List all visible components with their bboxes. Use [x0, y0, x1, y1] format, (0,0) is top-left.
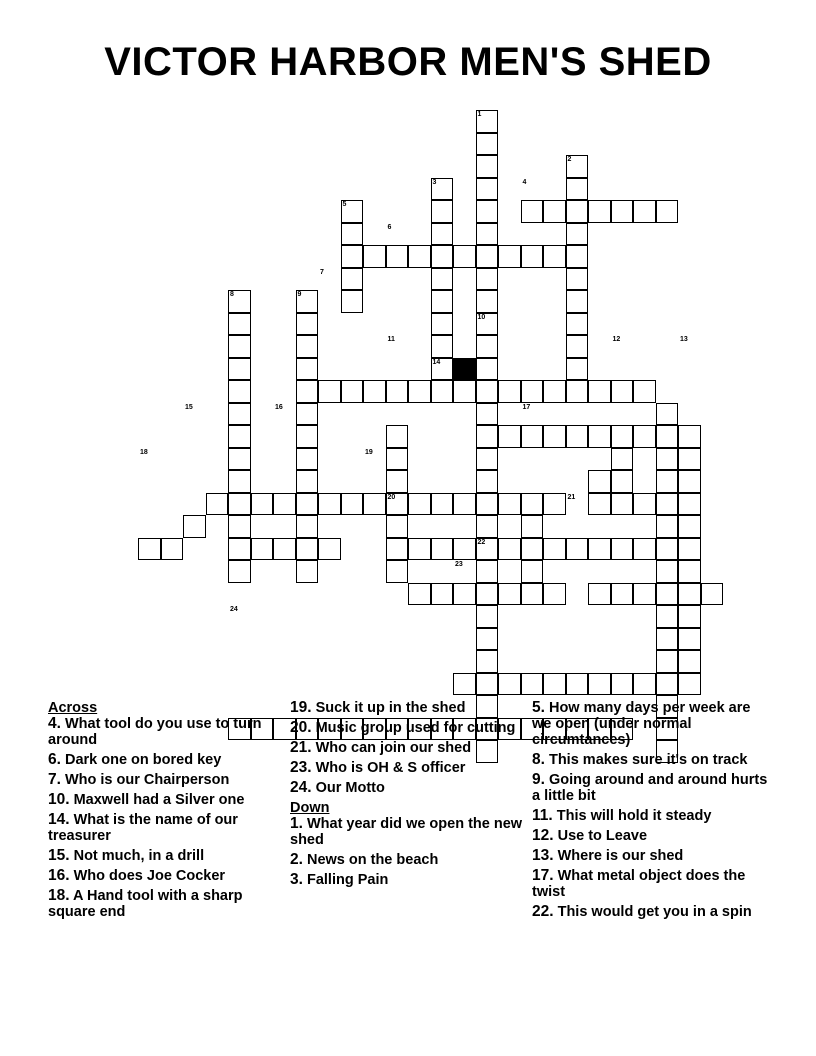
grid-cell[interactable] — [296, 403, 319, 426]
across-clue — [48, 792, 284, 808]
grid-cell[interactable] — [161, 538, 184, 561]
grid-cell[interactable] — [588, 470, 611, 493]
grid-cell[interactable] — [386, 560, 409, 583]
grid-cell[interactable] — [408, 538, 431, 561]
down-heading: Down — [290, 800, 330, 816]
grid-cell[interactable] — [251, 538, 274, 561]
grid-cell[interactable] — [678, 515, 701, 538]
grid-cell[interactable] — [566, 673, 589, 696]
clue-text: Falling Pain — [302, 872, 389, 888]
grid-cell[interactable] — [386, 448, 409, 471]
grid-cell[interactable] — [521, 515, 544, 538]
grid-cell[interactable] — [656, 448, 679, 471]
grid-cell[interactable] — [656, 673, 679, 696]
grid-cell[interactable] — [656, 470, 679, 493]
grid-cell[interactable] — [678, 448, 701, 471]
grid-cell[interactable] — [296, 493, 319, 516]
grid-cell[interactable] — [296, 515, 319, 538]
grid-cell[interactable] — [453, 673, 476, 696]
grid-cell[interactable] — [633, 200, 656, 223]
grid-cell[interactable] — [543, 673, 566, 696]
grid-cell[interactable] — [566, 223, 589, 246]
clue-text: Use to Leave — [553, 828, 648, 844]
grid-cell[interactable] — [476, 650, 499, 673]
grid-cell[interactable] — [386, 538, 409, 561]
grid-cell[interactable] — [431, 313, 454, 336]
grid-cell[interactable] — [341, 380, 364, 403]
clue-number: 7. — [48, 771, 61, 788]
grid-cell[interactable] — [386, 245, 409, 268]
grid-cell[interactable] — [318, 493, 341, 516]
clue-number: 18. — [48, 887, 70, 904]
grid-cell[interactable] — [498, 425, 521, 448]
grid-cell[interactable] — [656, 515, 679, 538]
clue-text: What is the name of our treasurer — [48, 812, 238, 844]
grid-cell[interactable] — [431, 380, 454, 403]
grid-cell[interactable] — [543, 380, 566, 403]
grid-cell[interactable] — [476, 425, 499, 448]
grid-cell[interactable] — [611, 425, 634, 448]
down-clue — [532, 752, 768, 768]
grid-cell[interactable] — [678, 470, 701, 493]
grid-cell[interactable] — [521, 560, 544, 583]
across-clue — [48, 772, 284, 788]
grid-cell[interactable] — [408, 493, 431, 516]
clue-text: Suck it up in the shed — [311, 700, 466, 716]
grid-cell[interactable] — [228, 313, 251, 336]
grid-cell[interactable] — [611, 470, 634, 493]
grid-cell[interactable] — [543, 493, 566, 516]
grid-cell[interactable] — [611, 493, 634, 516]
cell-number: 24 — [230, 606, 238, 613]
clue-number: 10. — [48, 791, 70, 808]
clue-number: 5. — [532, 699, 545, 716]
clue-text: Dark one on bored key — [60, 752, 222, 768]
grid-cell[interactable] — [476, 335, 499, 358]
grid-cell[interactable] — [566, 200, 589, 223]
grid-cell[interactable] — [341, 245, 364, 268]
grid-cell[interactable] — [656, 583, 679, 606]
grid-cell[interactable] — [588, 425, 611, 448]
clue-text: A Hand tool with a sharp square end — [48, 888, 243, 920]
across-clue — [48, 868, 284, 884]
clue-text: News on the beach — [302, 852, 439, 868]
cell-number: 18 — [140, 448, 148, 456]
grid-cell[interactable] — [341, 290, 364, 313]
grid-cell[interactable] — [453, 538, 476, 561]
puzzle-title: VICTOR HARBOR MEN'S SHED — [104, 40, 712, 84]
grid-cell[interactable] — [476, 583, 499, 606]
grid-cell[interactable] — [656, 493, 679, 516]
grid-cell[interactable] — [431, 245, 454, 268]
grid-cell[interactable] — [678, 560, 701, 583]
cell-number: 5 — [342, 201, 347, 208]
grid-cell[interactable] — [408, 583, 431, 606]
grid-cell[interactable] — [251, 493, 274, 516]
cell-number: 15 — [185, 403, 193, 411]
grid-cell[interactable] — [363, 493, 386, 516]
grid-cell[interactable] — [431, 268, 454, 291]
grid-cell[interactable] — [656, 560, 679, 583]
grid-cell[interactable] — [521, 380, 544, 403]
grid-cell[interactable] — [341, 493, 364, 516]
clue-text: Going around and around hurts a little bit — [532, 772, 768, 804]
grid-cell[interactable] — [363, 380, 386, 403]
clues-column-3 — [532, 700, 768, 924]
grid-cell[interactable] — [431, 200, 454, 223]
grid-cell[interactable] — [386, 515, 409, 538]
clues-column-1 — [48, 700, 284, 924]
grid-cell[interactable] — [633, 673, 656, 696]
across-clue — [48, 716, 284, 748]
grid-cell[interactable] — [431, 493, 454, 516]
across-clue — [290, 720, 526, 736]
grid-cell[interactable] — [408, 245, 431, 268]
grid-cell[interactable] — [543, 425, 566, 448]
clue-text: What year did we open the new shed — [290, 816, 523, 848]
grid-cell[interactable] — [611, 200, 634, 223]
grid-cell[interactable] — [521, 583, 544, 606]
grid-cell[interactable] — [566, 425, 589, 448]
clue-text: Where is our shed — [553, 848, 684, 864]
grid-cell[interactable] — [296, 358, 319, 381]
grid-cell[interactable] — [611, 448, 634, 471]
clue-number: 17. — [532, 867, 554, 884]
grid-cell[interactable] — [678, 605, 701, 628]
grid-cell[interactable] — [431, 583, 454, 606]
grid-cell[interactable] — [611, 380, 634, 403]
clue-number: 4. — [48, 715, 61, 732]
grid-cell[interactable] — [588, 538, 611, 561]
clue-number: 9. — [532, 771, 545, 788]
grid-cell[interactable] — [183, 515, 206, 538]
grid-cell[interactable] — [633, 380, 656, 403]
grid-cell[interactable] — [566, 178, 589, 201]
cell-number: 10 — [477, 313, 486, 321]
grid-cell[interactable] — [228, 335, 251, 358]
grid-cell[interactable] — [273, 538, 296, 561]
grid-cell[interactable] — [273, 493, 296, 516]
grid-cell[interactable] — [678, 583, 701, 606]
clue-text: This makes sure it's on track — [544, 752, 748, 768]
down-clue — [532, 828, 768, 844]
grid-cell[interactable] — [678, 673, 701, 696]
clue-text: How many days per week are we open (under normal circumtances) — [532, 700, 751, 748]
grid-cell[interactable] — [678, 650, 701, 673]
grid-cell[interactable] — [543, 245, 566, 268]
grid-cell[interactable] — [228, 380, 251, 403]
down-clue — [532, 868, 768, 900]
grid-cell[interactable] — [566, 380, 589, 403]
grid-cell[interactable] — [476, 133, 499, 156]
grid-cell[interactable] — [678, 493, 701, 516]
across-clue — [48, 752, 284, 768]
grid-cell[interactable] — [588, 380, 611, 403]
grid-cell[interactable] — [566, 335, 589, 358]
cell-number: 17 — [522, 403, 531, 411]
down-clue — [532, 808, 768, 824]
grid-cell[interactable] — [296, 425, 319, 448]
clue-number: 15. — [48, 847, 70, 864]
grid-cell[interactable] — [656, 403, 679, 426]
grid-cell[interactable] — [476, 403, 499, 426]
grid-cell[interactable] — [228, 358, 251, 381]
grid-cell[interactable] — [498, 380, 521, 403]
grid-cell[interactable] — [296, 470, 319, 493]
grid-cell[interactable] — [566, 538, 589, 561]
cell-number: 6 — [387, 223, 392, 231]
clue-number: 21. — [290, 739, 312, 756]
grid-cell[interactable] — [633, 425, 656, 448]
grid-cell[interactable] — [476, 628, 499, 651]
clue-number: 8. — [532, 751, 545, 768]
clue-number: 22. — [532, 903, 554, 920]
grid-cell[interactable] — [431, 538, 454, 561]
down-clue — [532, 700, 768, 748]
grid-cell[interactable] — [476, 493, 499, 516]
grid-cell[interactable] — [498, 583, 521, 606]
grid-cell[interactable] — [363, 245, 386, 268]
grid-cell[interactable] — [498, 245, 521, 268]
down-clue — [532, 772, 768, 804]
grid-cell[interactable] — [588, 493, 611, 516]
grid-cell[interactable] — [228, 560, 251, 583]
grid-cell[interactable] — [228, 493, 251, 516]
grid-cell[interactable] — [228, 538, 251, 561]
grid-cell[interactable] — [296, 538, 319, 561]
cell-number: 1 — [477, 111, 482, 118]
grid-cell[interactable] — [431, 335, 454, 358]
grid-cell[interactable] — [476, 178, 499, 201]
cell-number: 21 — [567, 493, 576, 501]
grid-cell[interactable] — [386, 425, 409, 448]
clue-number: 6. — [48, 751, 61, 768]
grid-cell[interactable] — [453, 380, 476, 403]
grid-cell[interactable] — [386, 470, 409, 493]
clue-text: Who can join our shed — [311, 740, 472, 756]
across-clue — [48, 888, 284, 920]
grid-cell[interactable] — [476, 515, 499, 538]
clue-number: 23. — [290, 759, 312, 776]
cell-number: 16 — [275, 403, 283, 411]
across-clue — [290, 780, 526, 796]
grid-cell[interactable] — [656, 538, 679, 561]
cell-number: 9 — [297, 291, 302, 298]
grid-cell[interactable] — [566, 245, 589, 268]
grid-cell[interactable] — [521, 245, 544, 268]
across-clue — [290, 760, 526, 776]
grid-cell[interactable] — [701, 583, 724, 606]
down-clue — [532, 904, 768, 920]
grid-cell[interactable] — [678, 425, 701, 448]
clue-text: Not much, in a drill — [69, 848, 205, 864]
across-heading: Across — [48, 700, 98, 716]
grid-cell[interactable] — [476, 380, 499, 403]
clue-number: 19. — [290, 699, 312, 716]
grid-cell[interactable] — [678, 538, 701, 561]
grid-cell[interactable] — [476, 673, 499, 696]
cell-number: 22 — [477, 538, 486, 546]
grid-cell[interactable] — [476, 560, 499, 583]
grid-cell[interactable] — [296, 560, 319, 583]
clue-number: 13. — [532, 847, 554, 864]
clue-text: Our Motto — [311, 780, 385, 796]
down-clue — [290, 872, 526, 888]
grid-cell[interactable] — [543, 583, 566, 606]
clue-text: Maxwell had a Silver one — [69, 792, 245, 808]
grid-cell[interactable] — [498, 538, 521, 561]
grid-cell[interactable] — [656, 650, 679, 673]
down-clue — [290, 852, 526, 868]
grid-cell[interactable] — [228, 425, 251, 448]
grid-cell[interactable] — [543, 200, 566, 223]
grid-cell[interactable] — [296, 380, 319, 403]
cell-number: 3 — [432, 178, 437, 186]
grid-cell[interactable] — [476, 223, 499, 246]
clue-text: Who is OH & S officer — [311, 760, 466, 776]
grid-cell[interactable] — [656, 605, 679, 628]
grid-cell[interactable] — [228, 403, 251, 426]
clue-number: 3. — [290, 871, 303, 888]
grid-cell[interactable] — [296, 313, 319, 336]
grid-cell[interactable] — [588, 200, 611, 223]
clue-text: Who is our Chairperson — [60, 772, 230, 788]
clue-number: 2. — [290, 851, 303, 868]
clue-text: Music group used for cutting — [311, 720, 516, 736]
grid-cell[interactable] — [476, 268, 499, 291]
grid-cell[interactable] — [386, 380, 409, 403]
grid-cell[interactable] — [476, 605, 499, 628]
grid-cell[interactable] — [476, 358, 499, 381]
grid-cell[interactable] — [296, 448, 319, 471]
grid-cell[interactable] — [633, 493, 656, 516]
grid-cell[interactable] — [453, 245, 476, 268]
cell-number: 13 — [680, 336, 688, 343]
grid-cell[interactable] — [566, 358, 589, 381]
clue-text: Who does Joe Cocker — [69, 868, 226, 884]
grid-cell[interactable] — [341, 268, 364, 291]
grid-cell[interactable] — [431, 290, 454, 313]
grid-cell[interactable] — [453, 493, 476, 516]
cell-number: 4 — [522, 178, 527, 186]
grid-cell[interactable] — [656, 425, 679, 448]
grid-cell[interactable] — [633, 538, 656, 561]
grid-cell[interactable] — [498, 673, 521, 696]
grid-cell[interactable] — [476, 155, 499, 178]
grid-cell[interactable] — [521, 538, 544, 561]
across-clue — [290, 740, 526, 756]
grid-cell[interactable] — [656, 200, 679, 223]
cell-number: 12 — [612, 336, 621, 343]
grid-cell[interactable] — [138, 538, 161, 561]
clue-number: 14. — [48, 811, 70, 828]
cell-number: 7 — [320, 268, 324, 276]
clue-text: This will hold it steady — [552, 808, 712, 824]
clues-column-2 — [290, 700, 526, 892]
grid-cell[interactable] — [543, 538, 566, 561]
cell-number: 20 — [387, 493, 396, 501]
cell-number: 14 — [432, 358, 441, 366]
grid-cell[interactable] — [341, 223, 364, 246]
cell-number: 19 — [365, 448, 373, 456]
grid-cell[interactable] — [476, 448, 499, 471]
grid-cell[interactable] — [476, 290, 499, 313]
grid-cell[interactable] — [611, 673, 634, 696]
across-clue — [48, 812, 284, 844]
grid-cell[interactable] — [453, 583, 476, 606]
cell-number: 11 — [387, 336, 395, 343]
grid-cell[interactable] — [611, 583, 634, 606]
grid-cell[interactable] — [296, 335, 319, 358]
grid-cell[interactable] — [656, 628, 679, 651]
across-clue — [48, 848, 284, 864]
grid-cell[interactable] — [408, 380, 431, 403]
grid-cell[interactable] — [228, 448, 251, 471]
grid-cell[interactable] — [521, 200, 544, 223]
grid-cell[interactable] — [566, 313, 589, 336]
grid-cell[interactable] — [611, 538, 634, 561]
grid-cell[interactable] — [566, 268, 589, 291]
grid-cell[interactable] — [206, 493, 229, 516]
clue-number: 11. — [532, 807, 553, 824]
clue-number: 16. — [48, 867, 70, 884]
grid-cell[interactable] — [228, 470, 251, 493]
grid-cell[interactable] — [228, 515, 251, 538]
grid-cell[interactable] — [678, 628, 701, 651]
grid-cell[interactable] — [521, 673, 544, 696]
grid-cell[interactable] — [566, 290, 589, 313]
cell-number: 2 — [567, 156, 572, 163]
grid-cell[interactable] — [318, 380, 341, 403]
grid-cell[interactable] — [521, 493, 544, 516]
grid-cell[interactable] — [588, 583, 611, 606]
grid-cell[interactable] — [431, 223, 454, 246]
clue-number: 24. — [290, 779, 312, 796]
across-clue — [290, 700, 526, 716]
clue-number: 1. — [290, 815, 303, 832]
grid-cell[interactable] — [588, 673, 611, 696]
grid-cell[interactable] — [498, 493, 521, 516]
down-clue — [290, 816, 526, 848]
clue-text: What metal object does the twist — [532, 868, 746, 900]
grid-cell[interactable] — [521, 425, 544, 448]
clue-number: 20. — [290, 719, 312, 736]
clue-text: This would get you in a spin — [553, 904, 752, 920]
grid-cell[interactable] — [318, 538, 341, 561]
cell-number: 8 — [230, 291, 234, 298]
cell-number: 23 — [455, 561, 463, 568]
grid-cell[interactable] — [633, 583, 656, 606]
down-clue — [532, 848, 768, 864]
grid-cell[interactable] — [476, 470, 499, 493]
grid-block — [453, 358, 476, 381]
clue-number: 12. — [532, 827, 554, 844]
grid-cell[interactable] — [476, 200, 499, 223]
clue-text: What tool do you use to turn around — [48, 716, 262, 748]
grid-cell[interactable] — [476, 245, 499, 268]
